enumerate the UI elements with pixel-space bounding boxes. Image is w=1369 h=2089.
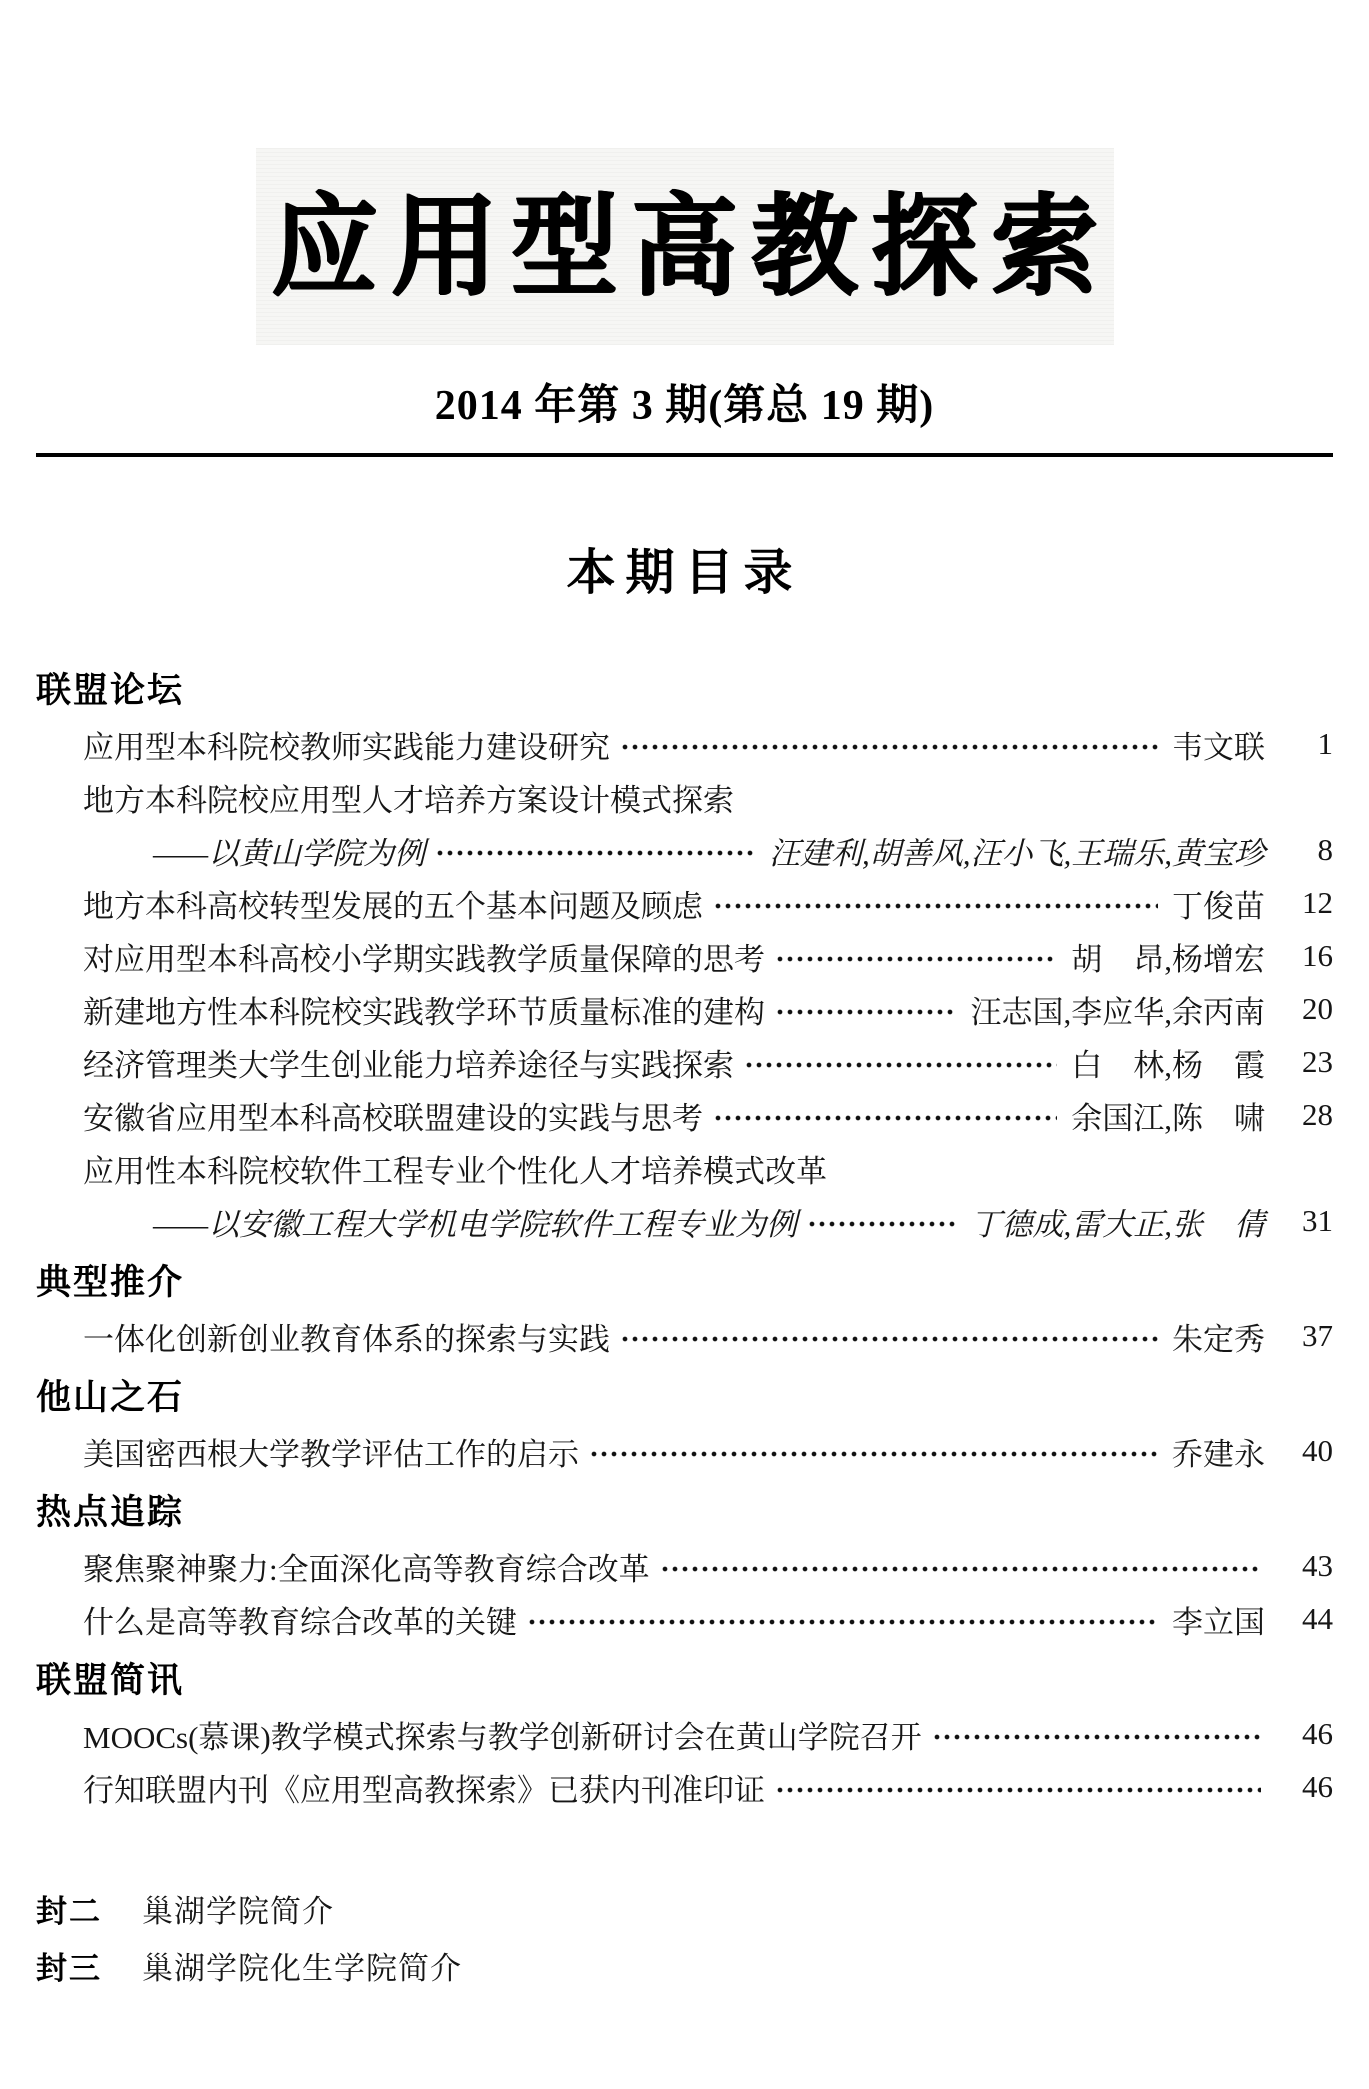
entry-page-number: 37: [1302, 1318, 1333, 1354]
toc-entry-row: [36, 1593, 1333, 1646]
dot-leader: [775, 952, 1057, 966]
entry-page-number: 28: [1302, 1097, 1333, 1133]
entry-page-number: 43: [1302, 1548, 1333, 1584]
entry-page-number: 44: [1302, 1601, 1333, 1637]
entry-authors: 白 林,杨 霞: [1071, 1047, 1265, 1083]
entry-page-number: 20: [1302, 991, 1333, 1027]
entry-page-number: 16: [1302, 938, 1333, 974]
toc-entry-row: [36, 1036, 1333, 1089]
journal-calligraphy-logo: 应用型高教探索: [271, 182, 1112, 310]
entry-authors: 韦文联: [1172, 729, 1265, 765]
toc-entry-row: [36, 1425, 1333, 1478]
toc-entry-row: [36, 718, 1333, 771]
cover-note-label: 封三: [36, 1950, 102, 1986]
entry-title: 美国密西根大学教学评估工作的启示: [83, 1436, 579, 1472]
entry-title: 新建地方性本科院校实践教学环节质量标准的建构: [83, 994, 765, 1030]
entry-authors: 汪建利,胡善风,汪小飞,王瑞乐,黄宝珍: [769, 835, 1265, 871]
cover-note-label: 封二: [36, 1893, 102, 1929]
entry-page-number: 12: [1302, 885, 1333, 921]
entry-page-number: 40: [1302, 1433, 1333, 1469]
entry-title: 聚焦聚神聚力:全面深化高等教育综合改革: [83, 1551, 650, 1587]
entry-page-number: 8: [1317, 832, 1333, 868]
cover-notes: [36, 1880, 1333, 1994]
entry-page-number: 46: [1302, 1769, 1333, 1805]
dot-leader: [620, 740, 1158, 754]
entry-title: MOOCs(慕课)教学模式探索与教学创新研讨会在黄山学院召开: [83, 1719, 922, 1755]
issue-number-line: 2014 年第 3 期(第总 19 期): [434, 383, 935, 429]
section-header: 典型推介: [36, 1262, 185, 1302]
toc-entry-row: [36, 771, 1333, 824]
entry-authors: 余国江,陈 啸: [1071, 1100, 1265, 1136]
entry-title: 行知联盟内刊《应用型高教探索》已获内刊准印证: [83, 1772, 765, 1808]
entry-authors: 胡 昂,杨增宏: [1071, 941, 1265, 977]
entry-title: 应用型本科院校教师实践能力建设研究: [83, 729, 610, 765]
toc-entry-row: [36, 983, 1333, 1036]
entry-authors: 丁俊苗: [1172, 888, 1265, 924]
dot-leader: [527, 1615, 1158, 1629]
entry-authors: 朱定秀: [1172, 1321, 1265, 1357]
entry-authors: 李立国: [1172, 1604, 1265, 1640]
entry-title: 安徽省应用型本科高校联盟建设的实践与思考: [83, 1100, 703, 1136]
entry-title: 地方本科院校应用型人才培养方案设计模式探索: [83, 782, 734, 818]
dot-leader: [713, 1111, 1057, 1125]
entry-authors: 汪志国,李应华,余丙南: [970, 994, 1265, 1030]
entry-title: 地方本科高校转型发展的五个基本问题及顾虑: [83, 888, 703, 924]
cover-note-row: [36, 1880, 1333, 1937]
entry-authors: 乔建永: [1172, 1436, 1265, 1472]
section-header: 联盟论坛: [36, 670, 185, 710]
toc-entry-row: [36, 877, 1333, 930]
toc-entry-row: [36, 1708, 1333, 1761]
dot-leader: [713, 899, 1158, 913]
toc-sections: [36, 658, 1333, 1814]
section-header: 联盟简讯: [36, 1660, 185, 1700]
toc-entry-row: [36, 1540, 1333, 1593]
entry-page-number: 1: [1317, 726, 1333, 762]
dot-leader: [660, 1562, 1261, 1576]
toc-entry-row: [36, 1195, 1333, 1248]
toc-entry-row: [36, 824, 1333, 877]
entry-title: ——以黄山学院为例: [153, 835, 426, 871]
toc-title: 本期目录: [566, 546, 803, 601]
section-header: 他山之石: [36, 1377, 185, 1417]
entry-title: 一体化创新创业教育体系的探索与实践: [83, 1321, 610, 1357]
dot-leader: [589, 1447, 1158, 1461]
entry-page-number: 23: [1302, 1044, 1333, 1080]
cover-note-row: [36, 1937, 1333, 1994]
toc-entry-row: [36, 930, 1333, 983]
dot-leader: [744, 1058, 1057, 1072]
dot-leader: [620, 1332, 1158, 1346]
journal-masthead: [256, 148, 1114, 345]
toc-entry-row: [36, 1761, 1333, 1814]
entry-page-number: 31: [1302, 1203, 1333, 1239]
dot-leader: [807, 1217, 956, 1231]
cover-note-text: 巢湖学院简介: [142, 1893, 334, 1929]
divider-rule: [36, 453, 1333, 457]
toc-entry-row: [36, 1310, 1333, 1363]
entry-title: ——以安徽工程大学机电学院软件工程专业为例: [153, 1206, 798, 1242]
cover-note-text: 巢湖学院化生学院简介: [142, 1950, 462, 1986]
toc-entry-row: [36, 1142, 1333, 1195]
entry-page-number: 46: [1302, 1716, 1333, 1752]
entry-title: 经济管理类大学生创业能力培养途径与实践探索: [83, 1047, 734, 1083]
entry-title: 对应用型本科高校小学期实践教学质量保障的思考: [83, 941, 765, 977]
entry-authors: 丁德成,雷大正,张 倩: [970, 1206, 1265, 1242]
toc-entry-row: [36, 1089, 1333, 1142]
entry-title: 应用性本科院校软件工程专业个性化人才培养模式改革: [83, 1153, 827, 1189]
dot-leader: [775, 1005, 957, 1019]
entry-title: 什么是高等教育综合改革的关键: [83, 1604, 517, 1640]
dot-leader: [435, 846, 755, 860]
dot-leader: [932, 1730, 1261, 1744]
section-header: 热点追踪: [36, 1492, 185, 1532]
dot-leader: [775, 1783, 1261, 1797]
